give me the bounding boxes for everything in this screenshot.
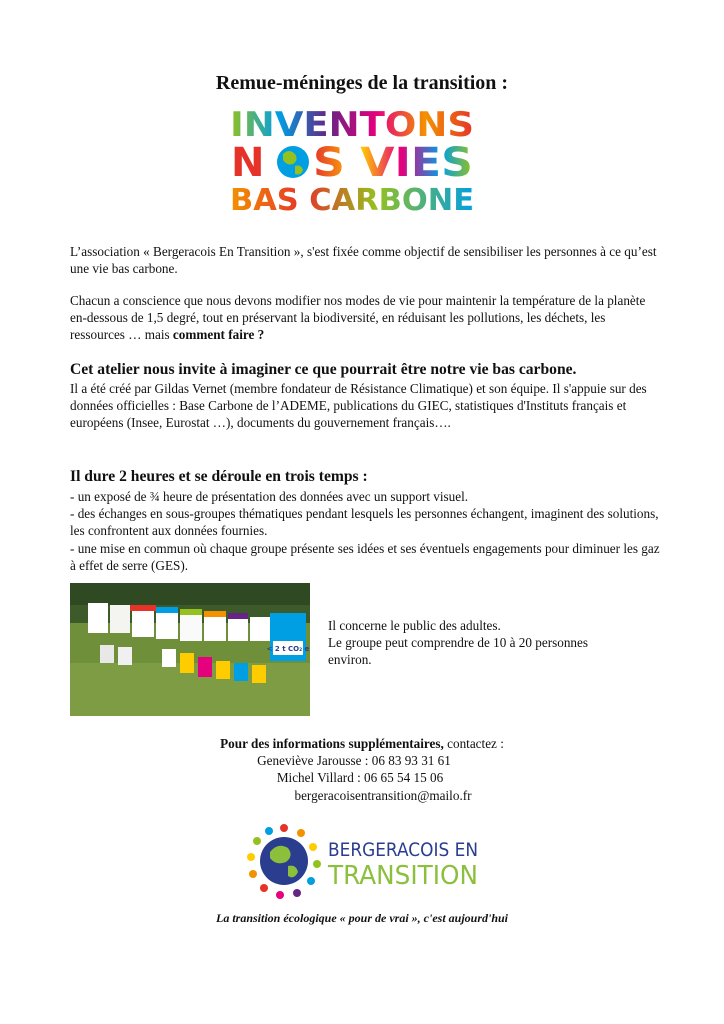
page-title: Remue-méninges de la transition : <box>215 72 509 94</box>
logo-line-n: N <box>231 140 265 186</box>
logo-bet-line-2: TRANSITION <box>327 861 478 891</box>
audience-line-1: Il concerne le public des adultes. <box>328 618 501 633</box>
contact-person-1: Geneviève Jarousse : 06 83 93 31 61 <box>257 753 451 769</box>
contact-person-2: Michel Villard : 06 65 54 15 06 <box>276 770 444 786</box>
section-body-workshop: Il a été créé par Gildas Vernet (membre fondateur de Résistance Climatique) et son équipe. Il s'appuie sur des données officielles : Base Carbone de l’ADEME, publications du GIEC, statistiques d'Instituts français et européens (Insee, Eurostat …), documents du gouvernement français…. <box>70 381 647 431</box>
people-ring-icon <box>247 824 321 899</box>
steps-list <box>70 488 660 574</box>
contact-intro-bold: Pour des informations supplémentaires, <box>220 736 444 751</box>
intro-paragraph-2-text: Chacun a conscience que nous devons modifier nos modes de vie pour maintenir la température de la planète en-dessous de 1,5 degré, tout en préservant la biodiversité, en réduisant les pollutions, les déchets, les ressources … mais <box>70 293 646 343</box>
section-heading-workshop: Cet atelier nous invite à imaginer ce que pourrait être notre vie bas carbone. <box>70 361 577 378</box>
footer-slogan: La transition écologique « pour de vrai », c'est aujourd'hui <box>215 911 509 925</box>
contact-email[interactable]: bergeracoisentransition@mailo.fr <box>294 787 472 803</box>
intro-paragraph-1: L’association « Bergeracois En Transition », s'est fixée comme objectif de sensibiliser les personnes à ce qu’est une vie bas carbone. <box>70 244 657 277</box>
logo-line-s-vies: S VIES <box>313 140 473 186</box>
section-heading-duration: Il dure 2 heures et se déroule en trois temps : <box>70 468 368 485</box>
sign-label: < 2 t CO₂ e <box>266 645 310 653</box>
audience-info <box>328 617 628 669</box>
contact-intro <box>0 735 724 752</box>
contact-intro-rest: contactez : <box>443 736 504 751</box>
intro-paragraph-2 <box>70 292 660 344</box>
inventons-logo <box>225 104 479 216</box>
logo-bet-line-1: BERGERACOIS EN <box>328 839 478 861</box>
audience-line-2: Le groupe peut comprendre de 10 à 20 personnes environ. <box>328 635 588 668</box>
workshop-photo <box>70 583 310 716</box>
globe-icon <box>277 146 309 178</box>
logo-line-bas-carbone: BAS CARBONE <box>230 183 474 216</box>
list-item: - une mise en commun où chaque groupe présente ses idées et ses éventuels engagements pour diminuer les gaz à effet de serre (GES). <box>70 540 660 573</box>
logo-line-inventons: INVENTONS <box>230 105 474 145</box>
bergeracois-logo <box>244 820 484 902</box>
list-item: - un exposé de ¾ heure de présentation des données avec un support visuel. <box>70 489 469 504</box>
contact-block <box>0 735 724 804</box>
list-item: - des échanges en sous-groupes thématiques pendant lesquels les personnes échangent, imaginent des solutions, les confrontent aux données fournies. <box>70 506 659 539</box>
intro-paragraph-2-bold: comment faire ? <box>172 327 265 343</box>
